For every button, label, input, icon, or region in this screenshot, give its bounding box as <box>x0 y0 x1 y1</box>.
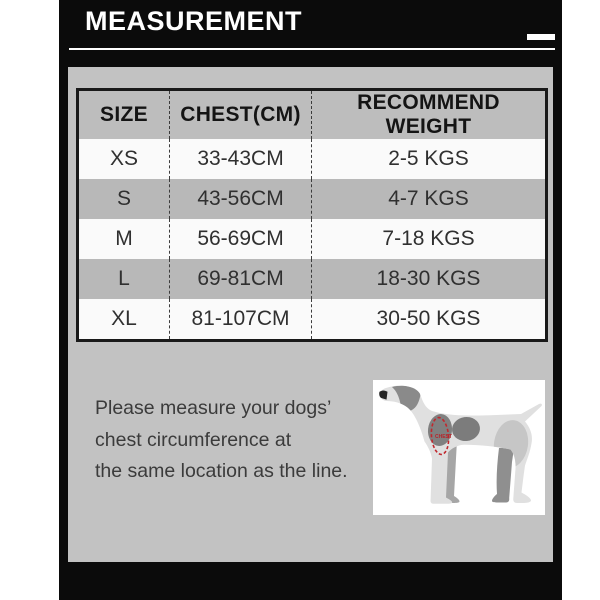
cell-chest: 43-56CM <box>170 179 312 219</box>
page-title: MEASUREMENT <box>85 6 303 36</box>
cell-chest: 81-107CM <box>170 299 312 341</box>
col-header-chest: CHEST(CM) <box>170 90 312 140</box>
note-line-3: the same location as the line. <box>95 460 348 482</box>
cell-size: XS <box>78 139 170 179</box>
table-row-l <box>78 259 547 299</box>
cell-weight: 7-18 KGS <box>312 219 547 259</box>
table-row-xl <box>78 299 547 341</box>
cell-weight: 30-50 KGS <box>312 299 547 341</box>
cell-size: S <box>78 179 170 219</box>
note-line-1: Please measure your dogs’ <box>95 397 332 419</box>
cell-weight: 18-30 KGS <box>312 259 547 299</box>
col-header-weight: RECOMMEND WEIGHT <box>312 90 547 140</box>
cell-weight: 4-7 KGS <box>312 179 547 219</box>
background-card <box>59 0 562 600</box>
dog-nose <box>379 390 387 399</box>
cell-chest: 69-81CM <box>170 259 312 299</box>
measure-note <box>95 393 348 488</box>
table-row-xs <box>78 139 547 179</box>
corner-dash <box>527 34 555 40</box>
cell-chest: 56-69CM <box>170 219 312 259</box>
title-underline <box>69 48 555 50</box>
dog-far-hind-leg <box>492 448 514 503</box>
cell-chest: 33-43CM <box>170 139 312 179</box>
dog-illustration <box>373 380 545 515</box>
cell-size: L <box>78 259 170 299</box>
table-row-m <box>78 219 547 259</box>
cell-weight: 2-5 KGS <box>312 139 547 179</box>
content-panel <box>68 67 553 562</box>
note-line-2: chest circumference at <box>95 428 292 451</box>
col-header-size: SIZE <box>78 90 170 140</box>
table-header-row <box>78 90 547 140</box>
cell-size: M <box>78 219 170 259</box>
size-table <box>76 88 548 342</box>
chest-label: CHEST <box>435 434 452 440</box>
dog-diagram <box>373 380 545 515</box>
table-row-s <box>78 179 547 219</box>
cell-size: XL <box>78 299 170 341</box>
